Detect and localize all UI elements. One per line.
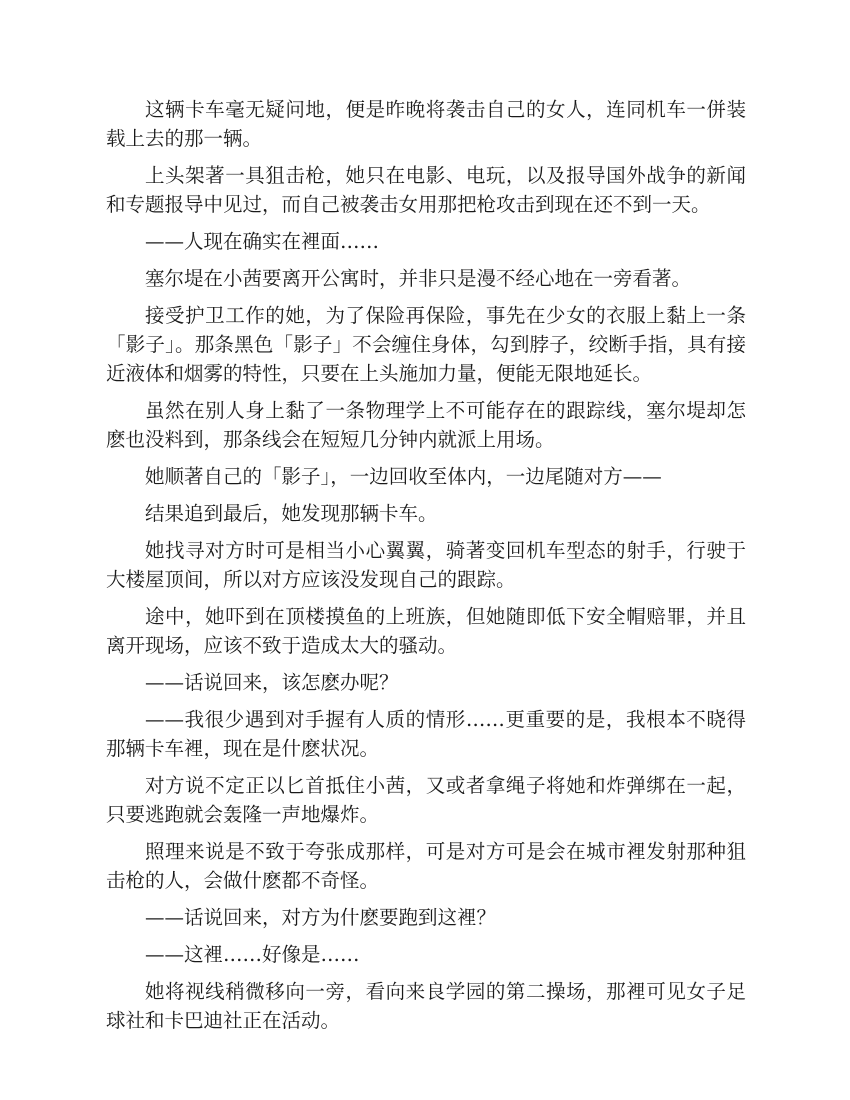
paragraph: 接受护卫工作的她，为了保险再保险，事先在少女的衣服上黏上一条「影子」。那条黑色「影子」不会缠住身体，勾到脖子，绞断手指，具有接近液体和烟雾的特性，只要在上头施加力量，便能无限地延长。 [106, 304, 746, 385]
paragraph: ——我很少遇到对手握有人质的情形……更重要的是，我根本不晓得那辆卡车裡，现在是什麽状况。 [106, 708, 746, 760]
paragraph: 塞尔堤在小茜要离开公寓时，并非只是漫不经心地在一旁看著。 [145, 267, 692, 290]
text-body [106, 95, 746, 1043]
paragraph: 结果追到最后，她发现那辆卡车。 [145, 502, 438, 525]
paragraph: ——人现在确实在裡面…… [145, 230, 380, 253]
paragraph: 她找寻对方时可是相当小心翼翼，骑著变回机车型态的射手，行驶于大楼屋顶间，所以对方应该没发现自己的跟踪。 [106, 539, 746, 591]
paragraph: 她顺著自己的「影子」，一边回收至体内，一边尾随对方—— [145, 465, 662, 488]
paragraph: ——话说回来，该怎麽办呢？ [145, 671, 399, 694]
paragraph: 她将视线稍微移向一旁，看向来良学园的第二操场，那裡可见女子足球社和卡巴迪社正在活动。 [106, 980, 746, 1032]
paragraph: 虽然在别人身上黏了一条物理学上不可能存在的跟踪线，塞尔堤却怎麽也没料到，那条线会在短短几分钟内就派上用场。 [106, 399, 746, 451]
paragraph: 对方说不定正以匕首抵住小茜，又或者拿绳子将她和炸弹绑在一起，只要逃跑就会轰隆一声地爆炸。 [106, 774, 746, 826]
paragraph: ——这裡……好像是…… [145, 943, 360, 966]
paragraph: 上头架著一具狙击枪，她只在电影、电玩，以及报导国外战争的新闻和专题报导中见过，而自己被袭击女用那把枪攻击到现在还不到一天。 [106, 164, 746, 216]
paragraph: 这辆卡车毫无疑问地，便是昨晚将袭击自己的女人，连同机车一併装载上去的那一辆。 [106, 98, 746, 150]
paragraph: 途中，她吓到在顶楼摸鱼的上班族，但她随即低下安全帽赔罪，并且离开现场，应该不致于造成太大的骚动。 [106, 605, 746, 657]
paragraph: 照理来说是不致于夸张成那样，可是对方可是会在城市裡发射那种狙击枪的人，会做什麽都不奇怪。 [106, 840, 746, 892]
paragraph: ——话说回来，对方为什麽要跑到这裡？ [145, 906, 497, 929]
